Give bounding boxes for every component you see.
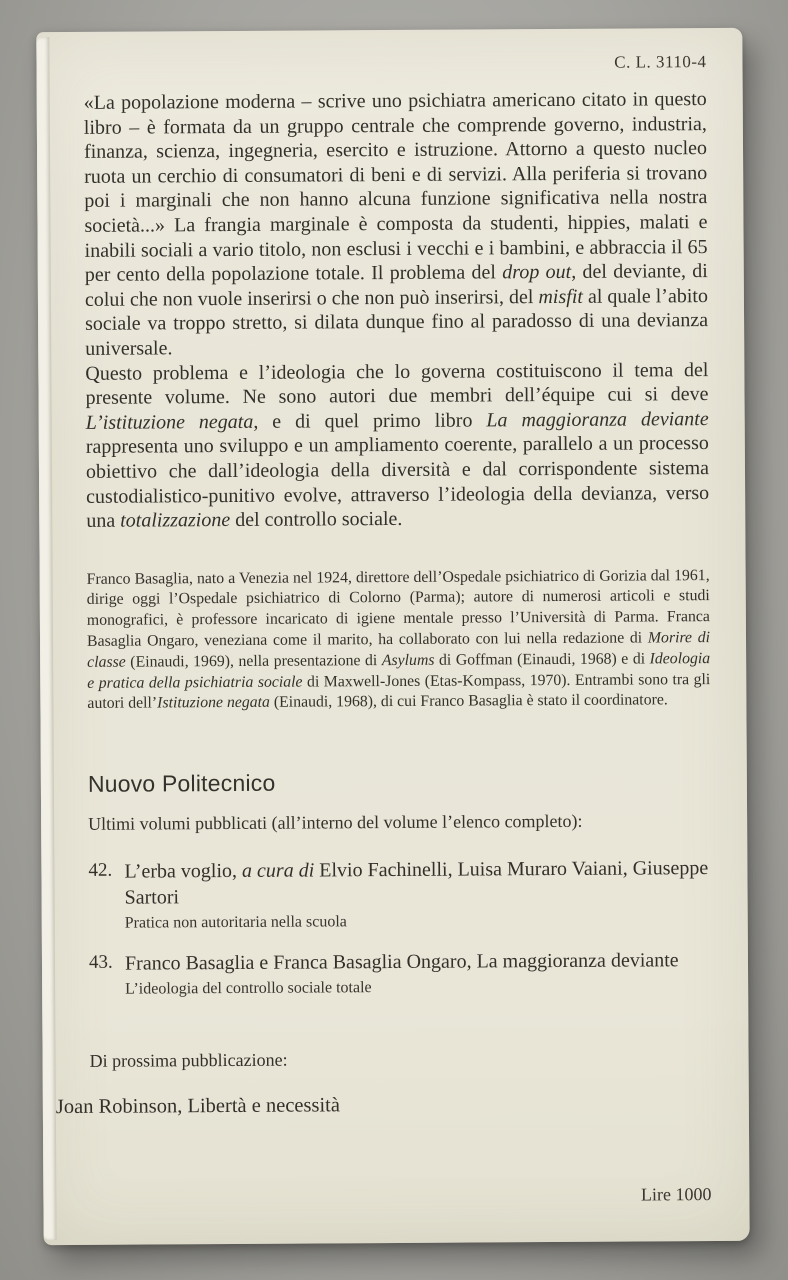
- series-list: [88, 855, 712, 999]
- author-bio: Franco Basaglia, nato a Venezia nel 1924, direttore dell’Ospedale psichiatrico di Gorizia dal 1961, dirige oggi l’Ospedale psichiatrico di Colorno (Parma); autore di numerosi articoli e studi monografici, è professore incaricato di igiene mentale presso l’Università di Parma. Franca Basaglia Ongaro, veneziana come il marito, ha collaborato con lui nella redazione di Morire di classe (Einaudi, 1969), nella presentazione di Asylums di Goffman (Einaudi, 1968) e di Ideologia e pratica della psichiatria sociale di Maxwell-Jones (Etas-Kompass, 1970). Entrambi sono tra gli autori dell’Istituzione negata (Einaudi, 1968), di cui Franco Basaglia è stato il coordinatore.: [86, 566, 711, 713]
- series-item-43: [89, 947, 712, 999]
- back-blurb: [84, 87, 710, 533]
- item-number: 43.: [88, 951, 113, 974]
- item-body: [125, 947, 712, 999]
- item-subtitle: Pratica non autoritaria nella scuola: [124, 913, 347, 932]
- item-body: [124, 855, 711, 933]
- upcoming-label: Di prossima pubblicazione:: [89, 1049, 288, 1072]
- catalog-code: C. L. 3110-4: [614, 52, 707, 72]
- cover-content: [49, 28, 749, 1245]
- series-title: Nuovo Politecnico: [87, 769, 276, 798]
- item-title: Franco Basaglia e Franca Basaglia Ongaro, La maggioranza deviante: [124, 949, 679, 975]
- upcoming-title: Joan Robinson, Libertà e necessità: [55, 1094, 341, 1119]
- series-item-42: [88, 855, 711, 933]
- item-subtitle: L’ideologia del controllo sociale totale: [125, 979, 372, 998]
- item-title: L’erba voglio, a cura di Elvio Fachinelli, Luisa Muraro Vaiani, Giuseppe Sartori: [124, 857, 709, 909]
- blurb-paragraph-2: Questo problema e l’ideologia che lo governa costituiscono il tema del presente volume. Ne sono autori due membri dell’équipe cui si deve L’istituzione negata, e di quel primo libro La maggioranza deviante rappresenta uno sviluppo e un ampliamento coerente, parallelo a un processo obiettivo che dall’ideologia della diversità e dal corrispondente sistema custodialistico-punitivo evolve, attraverso l’ideologia della devianza, verso una totalizzazione del controllo sociale.: [85, 358, 710, 532]
- series-intro: Ultimi volumi pubblicati (all’interno del volume l’elenco completo):: [88, 811, 583, 835]
- blurb-paragraph-1: «La popolazione moderna – scrive uno psichiatra americano citato in questo libro – è formata da un gruppo centrale che comprende governo, industria, finanza, scienza, ingegneria, esercito e istruzione. Attorno a questo nucleo ruota un cerchio di consumatori di beni e di servizi. Alla periferia si trovano poi i marginali che non hanno alcuna funzione significativa nella nostra società...» La frangia marginale è composta da studenti, hippies, malati e inabili sociali a vario titolo, non esclusi i vecchi e i bambini, e abbraccia il 65 per cento della popolazione totale. Il problema del drop out, del deviante, di colui che non vuole inserirsi o che non può inserirsi, del misfit al quale l’abito sociale va troppo stretto, si dilata dunque fino al paradosso di una devianza universale.: [83, 88, 709, 360]
- book-back-cover: [36, 28, 749, 1245]
- price: Lire 1000: [640, 1184, 712, 1205]
- item-number: 42.: [88, 859, 113, 882]
